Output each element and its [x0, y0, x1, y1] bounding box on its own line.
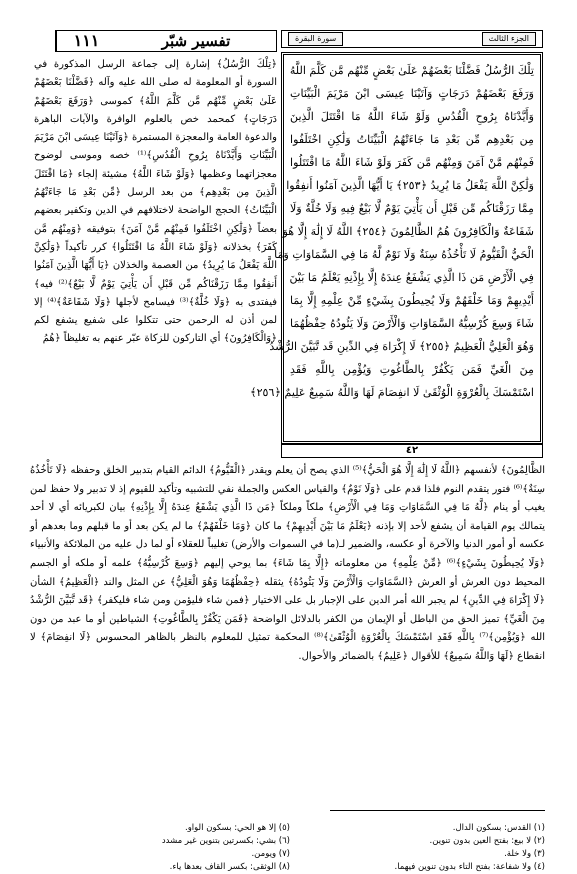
quran-line: وَلَٰكِنَّ اللَّهَ يَفْعَلُ مَا يُرِيدُ ﴿٢٥٣﴾ يَا أَيُّهَا الَّذِينَ آمَنُوا أَنفِقُوا [286, 179, 534, 192]
footnotes-right [300, 822, 545, 874]
tafsir-paragraph-full: الظَّالِمُونَ﴾ لأنفسهم ﴿اللَّهُ لَا إِلَٰهَ إِلَّا هُوَ الْحَيُّ﴾⁽⁵⁾ الذي يصح أن يعلم ويقدر ﴿الْقَيُّومُ﴾ الدائم القيام بتدبير الخلق وحفظه ﴿لَا تَأْخُذُهُ سِنَةٌ﴾⁽⁶⁾ فتور يتقدم النوم فلذا قدم على ﴿وَلَا نَوْمٌ﴾ والقياس العكس والجملة نفي للتشبيه وتأكيد للقيوم إذ لا تدبير ولا حفظ لمن يغيب أو ينام ﴿لَّهُ مَا فِي السَّمَاوَاتِ وَمَا فِي الْأَرْضِ﴾ ملكاً وملكاً ﴿مَن ذَا الَّذِي يَشْفَعُ عِندَهُ إِلَّا بِإِذْنِهِ﴾ بيان لكبريائه أي لا أحد يتمالك يوم القيامة أن يشفع لأحد إلا بإذنه ﴿يَعْلَمُ مَا بَيْنَ أَيْدِيهِمْ﴾ ما كان ﴿وَمَا خَلْفَهُمْ﴾ ما لم يكن بعد أو ما قبلهم وما بعدهم أو عكسه أو أمور الدنيا والآخرة أو عكسه، والضمير لـ(ما في السموات والأرض) تغليباً للعقلاء أو لما دل عليه من الملائكة والأنبياء ﴿وَلَا يُحِيطُونَ بِشَيْءٍ﴾⁽⁶⁾ ﴿مِّنْ عِلْمِهِ﴾ من معلوماته ﴿إِلَّا بِمَا شَاءَ﴾ بما يوحي إليهم ﴿وَسِعَ كُرْسِيُّهُ﴾ علمه أو ملكه أو الجسم المحيط دون العرش أو العرش ﴿السَّمَاوَاتِ وَالْأَرْضَ وَلَا يَئُودُهُ﴾ يثقله ﴿حِفْظُهُمَا وَهُوَ الْعَلِيُّ﴾ عن المثل والند ﴿الْعَظِيمُ﴾ الشأن ﴿لَا إِكْرَاهَ فِي الدِّينِ﴾ لم يجبر الله أمر الدين على الإجبار بل على الاختيار ﴿فمن شاء فليؤمن ومن شاء فليكفر﴾ ﴿قَد تَّبَيَّنَ الرُّشْدُ مِنَ الْغَيِّ﴾ تميز الحق من الباطل أو الإيمان من الكفر بالدلائل الواضحة ﴿فَمَن يَكْفُرْ بِالطَّاغُوتِ﴾ الشياطين أو ما عبد من دون الله ﴿وَيُؤْمِن﴾⁽⁷⁾ بِاللَّهِ فَقَدِ اسْتَمْسَكَ بِالْعُرْوَةِ الْوُثْقَىٰ﴾⁽⁸⁾ المحكمة تمثيل للمعلوم بالنظر بالظاهر المحسوس ﴿لَا انفِصَامَ﴾ لا انقطاع ﴿لَهَا وَاللَّهُ سَمِيعٌ﴾ للأقوال ﴿عَلِيمٌ﴾ بالضمائر والأحوال. [30, 465, 546, 662]
quran-line: فَمِنْهُم مَّنْ آمَنَ وَمِنْهُم مَّن كَفَرَ وَلَوْ شَاءَ اللَّهُ مَا اقْتَتَلُوا [290, 156, 534, 169]
quran-line: مِن بَعْدِهِم مِّن بَعْدِ مَا جَاءَتْهُمُ الْبَيِّنَاتُ وَلَٰكِنِ اخْتَلَفُوا [290, 133, 534, 146]
quran-line: فِي الْأَرْضِ مَن ذَا الَّذِي يَشْفَعُ عِندَهُ إِلَّا بِإِذْنِهِ يَعْلَمُ مَا بَيْنَ [289, 271, 534, 284]
footnote: (١) القدس: بسكون الدال. [452, 823, 545, 833]
footnote: (٥) إلا هو الحي: بسكون الواو. [185, 823, 290, 833]
footnote-divider [330, 810, 545, 811]
footnote: (٢) لا بيع: بفتح العين بدون تنوين. [429, 836, 545, 846]
quran-line: وَأَيَّدْنَاهُ بِرُوحِ الْقُدُسِ وَلَوْ شَاءَ اللَّهُ مَا اقْتَتَلَ الَّذِينَ [290, 110, 534, 123]
footnote: (٨) الوثقى: بكسر القاف بعدها ياء. [169, 862, 290, 872]
quran-line: مِنَ الْغَيِّ فَمَن يَكْفُرْ بِالطَّاغُوتِ وَيُؤْمِن بِاللَّهِ فَقَدِ [290, 363, 534, 376]
page-number: ١١١ [56, 31, 116, 51]
tafsir-paragraph: ﴿تِلْكَ الرُّسُلُ﴾ إشارة إلى جماعة الرسل المذكورة في السورة أو المعلومة له صلى الله عليه وآله ﴿فَضَّلْنَا بَعْضَهُمْ عَلَىٰ بَعْضٍ مِّنْهُم مَّن كَلَّمَ اللَّهُ﴾ كموسى ﴿وَرَفَعَ بَعْضَهُمْ دَرَجَاتٍ﴾ كمحمد خص بالعلوم الوافرة والآيات الباهرة والدعوة العامة والمعجزة المستمرة ﴿وَآتَيْنَا عِيسَى ابْنَ مَرْيَمَ الْبَيِّنَاتِ وَأَيَّدْنَاهُ بِرُوحِ الْقُدُسِ﴾⁽¹⁾ خصه وموسى لوضوح معجزاتهما وعظمها ﴿وَلَوْ شَاءَ اللَّهُ﴾ مشيئة إلجاء ﴿مَا اقْتَتَلَ الَّذِينَ مِن بَعْدِهِم﴾ من بعد الرسل ﴿مِّن بَعْدِ مَا جَاءَتْهُمُ الْبَيِّنَاتُ﴾ الحجج الواضحة لاختلافهم في الدين وتكفير بعضهم بعضاً ﴿وَلَٰكِنِ اخْتَلَفُوا فَمِنْهُم مَّنْ آمَنَ﴾ بتوفيقه ﴿وَمِنْهُم مَّن كَفَرَ﴾ بخذلانه ﴿وَلَوْ شَاءَ اللَّهُ مَا اقْتَتَلُوا﴾ كرر تأكيداً ﴿وَلَٰكِنَّ اللَّهَ يَفْعَلُ مَا يُرِيدُ﴾ من العصمة والخذلان ﴿يَا أَيُّهَا الَّذِينَ آمَنُوا أَنفِقُوا مِمَّا رَزَقْنَاكُم مِّن قَبْلِ أَن يَأْتِيَ يَوْمٌ لَّا بَيْعٌ﴾⁽²⁾ فيه﴾ فيفتدى به ﴿وَلَا خُلَّةٌ﴾⁽³⁾ فيسامح لأجلها ﴿وَلَا شَفَاعَةٌ﴾⁽⁴⁾ إلا لمن أذن له الرحمن حتى تتكلوا على شفيع يشفع لكم ﴿وَالْكَافِرُونَ﴾ أي التاركون للزكاة عبّر عنهم به تغليظاً ﴿هُمُ [34, 59, 278, 345]
quran-line: شَاءَ وَسِعَ كُرْسِيُّهُ السَّمَاوَاتِ وَالْأَرْضَ وَلَا يَئُودُهُ حِفْظُهُمَا [290, 317, 534, 330]
sura-label: سورة البقرة [288, 32, 343, 46]
quran-line: اسْتَمْسَكَ بِالْعُرْوَةِ الْوُثْقَىٰ لَا انفِصَامَ لَهَا وَاللَّهُ سَمِيعٌ عَلِيمٌ ﴿٢٥٦﴾ [250, 386, 534, 399]
quran-line: أَيْدِيهِمْ وَمَا خَلْفَهُمْ وَلَا يُحِيطُونَ بِشَيْءٍ مِّنْ عِلْمِهِ إِلَّا بِمَا [290, 294, 534, 307]
quran-line: تِلْكَ الرُّسُلُ فَضَّلْنَا بَعْضَهُمْ عَلَىٰ بَعْضٍ مِّنْهُم مَّن كَلَّمَ اللَّهُ [289, 64, 534, 77]
quran-line: وَهُوَ الْعَلِيُّ الْعَظِيمُ ﴿٢٥٥﴾ لَا إِكْرَاهَ فِي الدِّينِ قَد تَّبَيَّنَ الرُّشْدُ [269, 340, 534, 353]
quran-line: مِمَّا رَزَقْنَاكُم مِّن قَبْلِ أَن يَأْتِيَ يَوْمٌ لَّا بَيْعٌ فِيهِ وَلَا خُلَّةٌ وَلَا [290, 202, 534, 215]
tafsir-continuation [30, 462, 545, 780]
quran-page-header [281, 30, 543, 48]
footnote: (٣) ولا خلة. [504, 849, 545, 859]
footnote: (٦) بشي: بكسرتين بتنوين غير مشدد [161, 836, 290, 846]
quran-line: وَرَفَعَ بَعْضَهُمْ دَرَجَاتٍ وَآتَيْنَا عِيسَى ابْنَ مَرْيَمَ الْبَيِّنَاتِ [290, 87, 534, 100]
quran-line: الْحَيُّ الْقَيُّومُ لَا تَأْخُذُهُ سِنَةٌ وَلَا نَوْمٌ لَّهُ مَا فِي السَّمَاوَاتِ وَمَا [274, 248, 534, 261]
juz-label: الجزء الثالث [482, 32, 536, 46]
quran-text-frame [250, 52, 543, 444]
tafsir-column [34, 56, 277, 454]
footnotes-left [60, 822, 290, 874]
quran-page-number: ٤٢ [281, 444, 543, 458]
footnote: (٤) ولا شفاعة: بفتح التاء بدون تنوين فيهما. [394, 862, 545, 872]
footnote: (٧) ويومن. [251, 849, 290, 859]
tafsir-header [55, 30, 277, 52]
quran-line: شَفَاعَةٌ وَالْكَافِرُونَ هُمُ الظَّالِمُونَ ﴿٢٥٤﴾ اللَّهُ لَا إِلَٰهَ إِلَّا هُوَ [282, 225, 534, 238]
tafsir-title: تفسير شبّر [161, 32, 231, 50]
